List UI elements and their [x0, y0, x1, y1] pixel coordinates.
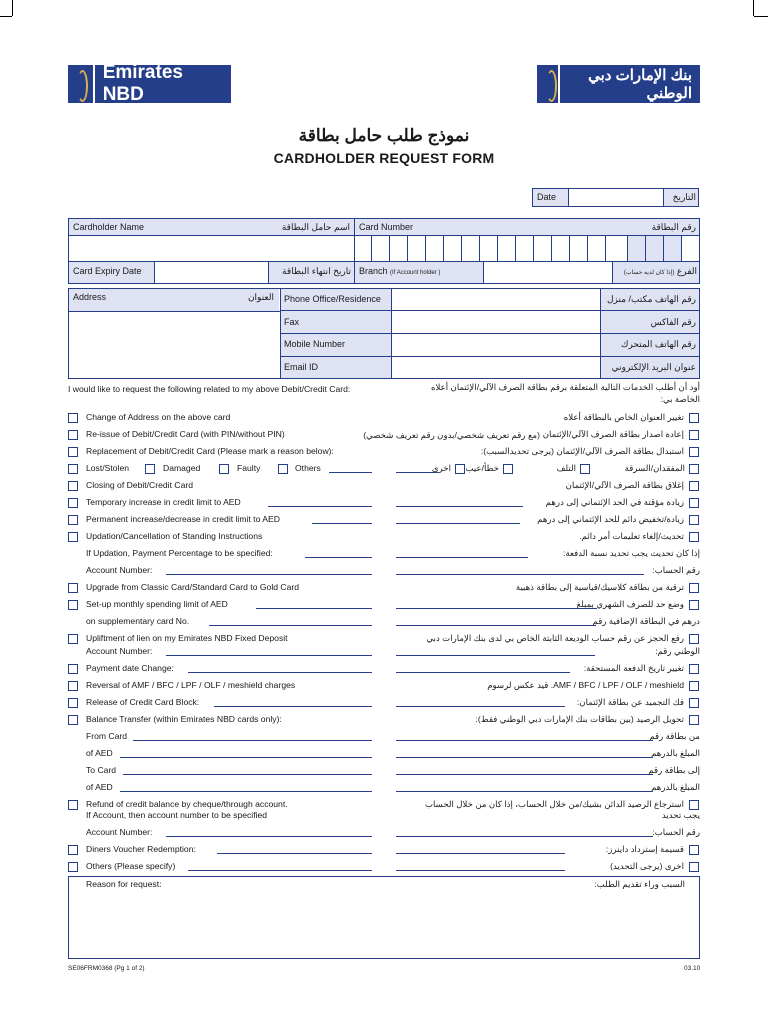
reason-others-line-ar[interactable]: [396, 472, 438, 473]
option-label-ar: من بطاقة رقم: [649, 731, 700, 741]
option-label-ar: استبدال بطاقة الصرف الآلي/الإئتمان (يرجى تحديدالسبب):: [480, 446, 684, 456]
option-entry-line-ar[interactable]: [396, 523, 520, 524]
option-checkbox[interactable]: [68, 532, 78, 542]
divider: [612, 261, 613, 284]
reason-checkbox-faulty[interactable]: [219, 464, 229, 474]
option-label-ar: فك التجميد عن بطاقة الإئتمان:: [576, 697, 684, 707]
option-label: Diners Voucher Redemption:: [86, 844, 196, 854]
option-checkbox-ar[interactable]: [689, 845, 699, 855]
option-checkbox-ar[interactable]: [689, 800, 699, 810]
email-label: Email ID: [284, 362, 319, 372]
option-label: From Card: [86, 731, 128, 741]
option-label: Re-issue of Debit/Credit Card (with PIN/without PIN): [86, 429, 285, 439]
reason-checkbox-ar-damaged[interactable]: [580, 464, 590, 474]
branch-label: [359, 266, 440, 276]
option-label: Release of Credit Card Block:: [86, 697, 200, 707]
intro-text: I would like to request the following related to my above Debit/Credit Card:: [68, 384, 351, 394]
option-label-ar: وضع حد للصرف الشهري بمبلغ: [576, 599, 684, 609]
reason-label-ar-faulty: خطأ/عيب: [465, 463, 499, 473]
reason-checkbox-others[interactable]: [278, 464, 288, 474]
logo-text: Emirates NBD: [102, 62, 183, 105]
option-label: If Account, then account number to be specified: [86, 810, 268, 820]
option-label-ar: AMF / BFC / LPF / OLF / meshield. قيد عكس لرسوم: [487, 680, 684, 690]
reason-label-ar: السبب وراء تقديم الطلب:: [594, 879, 685, 889]
card-number-label: Card Number: [359, 222, 414, 232]
reason-label-faulty: Faulty: [237, 463, 261, 473]
option-label: Others (Please specify): [86, 861, 176, 871]
option-label-ar: رقم الحساب:: [652, 827, 700, 837]
branch-input[interactable]: [484, 262, 611, 283]
option-label-ar: إذا كان تحديث يجب تحديد نسبة الدفعة:: [563, 548, 700, 558]
reason-label-ar-damaged: التلف: [556, 463, 576, 473]
logo-mark-icon: [68, 65, 95, 103]
card-digit-cell[interactable]: [552, 236, 570, 261]
option-label: Set-up monthly spending limit of AED: [86, 599, 228, 609]
option-checkbox-ar[interactable]: [689, 413, 699, 423]
reason-checkbox-damaged[interactable]: [145, 464, 155, 474]
branch-note-ar: (إذا كان لديه حساب): [623, 270, 675, 276]
option-label-ar: الوطني رقم:: [655, 646, 700, 656]
branch-note: (If Account holder ): [390, 270, 441, 276]
date-input[interactable]: [568, 189, 664, 206]
option-entry-line-ar[interactable]: [396, 655, 595, 656]
card-digit-cell[interactable]: [372, 236, 390, 261]
option-checkbox-ar[interactable]: [689, 715, 699, 725]
logo-mark-icon: [537, 65, 560, 103]
branch-text-ar: الفرع: [676, 266, 697, 276]
card-digit-cell[interactable]: [570, 236, 588, 261]
option-entry-line-ar[interactable]: [396, 836, 653, 837]
branch-label-ar: [614, 266, 697, 277]
option-entry-line-ar[interactable]: [396, 774, 653, 775]
reason-label-ar-others: اخرى: [431, 463, 451, 473]
email-input[interactable]: [392, 357, 599, 378]
option-label: Change of Address on the above card: [86, 412, 231, 422]
reason-label-lost: Lost/Stolen: [86, 463, 129, 473]
fax-input[interactable]: [392, 311, 599, 332]
card-digit-cell[interactable]: [534, 236, 552, 261]
card-digit-cell[interactable]: [646, 236, 664, 261]
option-label-ar: تحديث/إلغاء تعليمات أمر دائم.: [579, 531, 684, 541]
cardholder-name-label: Cardholder Name: [73, 222, 145, 232]
card-expiry-input[interactable]: [155, 262, 267, 283]
option-checkbox-ar[interactable]: [689, 532, 699, 542]
option-checkbox[interactable]: [68, 481, 78, 491]
option-checkbox[interactable]: [68, 862, 78, 872]
option-label: Updation/Cancellation of Standing Instructions: [86, 531, 263, 541]
date-label: Date: [537, 192, 557, 202]
phone-input[interactable]: [392, 289, 599, 309]
option-checkbox[interactable]: [68, 664, 78, 674]
option-checkbox-ar[interactable]: [689, 681, 699, 691]
cardholder-name-label-ar: اسم حامل البطاقة: [281, 222, 350, 232]
crop-mark: [754, 16, 768, 17]
option-checkbox-ar[interactable]: [689, 664, 699, 674]
option-label-ar: زيادة مؤقتة في الحد الإئتماني إلى درهم: [545, 497, 684, 507]
intro-text-ar-2: الخاصة بي:: [660, 394, 700, 404]
crop-mark: [753, 0, 754, 16]
option-label-ar: المبلغ بالدرهم: [651, 748, 700, 758]
reason-label: Reason for request:: [86, 879, 162, 889]
option-label-ar: تغيير تاريخ الدفعة المستحقة:: [583, 663, 684, 673]
option-entry-line-ar[interactable]: [396, 672, 570, 673]
option-label-ar: ترقية من بطاقة كلاسيك/قياسية إلى بطاقة ذهبية: [515, 582, 684, 592]
option-label-ar: استرجاع الرصيد الدائن بشيك/من خلال الحساب، إذا كان من خلال الحساب: [424, 799, 684, 809]
option-label: Payment date Change:: [86, 663, 174, 673]
reason-checkbox-ar-others[interactable]: [455, 464, 465, 474]
option-label: Account Number:: [86, 565, 153, 575]
divider: [68, 311, 280, 312]
option-label: Temporary increase in credit limit to AED: [86, 497, 241, 507]
card-digit-cell[interactable]: [426, 236, 444, 261]
option-entry-line-ar[interactable]: [396, 853, 565, 854]
date-label-ar: التاريخ: [672, 192, 696, 202]
option-checkbox[interactable]: [68, 600, 78, 610]
card-digit-cell[interactable]: [588, 236, 606, 261]
option-label: Upgrade from Classic Card/Standard Card to Gold Card: [86, 582, 300, 592]
option-checkbox-ar[interactable]: [689, 862, 699, 872]
option-entry-line-ar[interactable]: [396, 557, 528, 558]
card-number-label-ar: رقم البطاقة: [651, 222, 696, 232]
option-label-ar: رقم الحساب:: [652, 565, 700, 575]
phone-label-ar: رقم الهاتف مكتب/ منزل: [607, 294, 696, 304]
reason-label-others: Others: [295, 463, 321, 473]
option-checkbox-ar[interactable]: [689, 515, 699, 525]
option-checkbox-ar[interactable]: [689, 430, 699, 440]
option-checkbox[interactable]: [68, 800, 78, 810]
reason-checkbox-lost[interactable]: [68, 464, 78, 474]
option-checkbox-ar[interactable]: [689, 481, 699, 491]
card-expiry-label: Card Expiry Date: [73, 266, 142, 276]
reason-label-damaged: Damaged: [163, 463, 201, 473]
option-label-ar: إغلاق بطاقة الصرف الآلي/الإئتمان: [565, 480, 684, 490]
option-label: To Card: [86, 765, 117, 775]
option-label: Upliftment of lien on my Emirates NBD Fixed Deposit: [86, 633, 288, 643]
option-label: If Updation, Payment Percentage to be specified:: [86, 548, 273, 558]
card-digit-cell[interactable]: [462, 236, 480, 261]
option-checkbox[interactable]: [68, 845, 78, 855]
option-checkbox-ar[interactable]: [689, 583, 699, 593]
option-label-ar: إعادة اصدار بطاقة الصرف الآلي/الإئتمان: [542, 429, 684, 439]
form-code: SE06FRM0368 (Pg 1 of 2): [68, 965, 145, 972]
option-checkbox[interactable]: [68, 413, 78, 423]
option-label-ar: زيادة/تخفيض دائم للحد الإئتماني إلى درهم: [537, 514, 684, 524]
option-checkbox-ar[interactable]: [689, 634, 699, 644]
option-checkbox[interactable]: [68, 698, 78, 708]
option-label: of AED: [86, 748, 113, 758]
address-input[interactable]: [70, 313, 279, 378]
card-digit-cell[interactable]: [516, 236, 534, 261]
page-title: CARDHOLDER REQUEST FORM: [273, 150, 495, 166]
option-label-ar: المبلغ بالدرهم: [651, 782, 700, 792]
reason-checkbox-ar-lost[interactable]: [689, 464, 699, 474]
card-digit-cell[interactable]: [480, 236, 498, 261]
branch-text: Branch: [359, 266, 388, 276]
option-label-ar-note: (مع رقم تعريف شخصي/بدون رقم تعريف شخصي): [363, 430, 540, 440]
option-label: Account Number:: [86, 827, 153, 837]
intro-text-ar: أود أن أطلب الخدمات التالية المتعلقة برقم بطاقة الصرف الآلي/الإئتمان أعلاه: [431, 382, 700, 392]
logo-ar: [537, 65, 700, 103]
option-entry-line-ar[interactable]: [396, 625, 596, 626]
card-digit-cell[interactable]: [444, 236, 462, 261]
card-digit-cell[interactable]: [498, 236, 516, 261]
card-expiry-label-ar: تاريخ انتهاء البطاقة: [282, 266, 351, 276]
card-digit-cell[interactable]: [606, 236, 628, 261]
option-label: Account Number:: [86, 646, 153, 656]
address-label: Address: [73, 292, 107, 302]
card-digit-cell[interactable]: [628, 236, 646, 261]
option-label: Closing of Debit/Credit Card: [86, 480, 193, 490]
crop-mark: [12, 0, 13, 16]
card-digit-cell[interactable]: [390, 236, 408, 261]
crop-mark: [0, 16, 12, 17]
option-checkbox[interactable]: [68, 498, 78, 508]
reason-input[interactable]: [70, 892, 698, 957]
option-label: Refund of credit balance by cheque/through account.: [86, 799, 288, 809]
option-label-ar: قسيمة إسترداد داينرز:: [605, 844, 684, 854]
option-label-ar: إلى بطاقة رقم: [648, 765, 700, 775]
option-label-ar: تحويل الرصيد (بين بطاقات بنك الإمارات دبي الوطني فقط):: [475, 714, 684, 724]
option-entry-line-ar[interactable]: [396, 870, 565, 871]
mobile-input[interactable]: [392, 334, 599, 355]
reason-checkbox-ar-faulty[interactable]: [503, 464, 513, 474]
option-entry-line-ar[interactable]: [396, 706, 565, 707]
option-entry-line-ar[interactable]: [396, 574, 644, 575]
option-checkbox[interactable]: [68, 715, 78, 725]
logo-en: [68, 62, 231, 105]
option-label-ar: درهم في البطاقة الإضافية رقم: [592, 616, 700, 626]
address-label-ar: العنوان: [247, 292, 274, 302]
card-digit-cell[interactable]: [408, 236, 426, 261]
divider: [268, 261, 269, 284]
option-checkbox-ar[interactable]: [689, 498, 699, 508]
option-label: of AED: [86, 782, 113, 792]
option-label-ar: اخرى (يرجى التحديد): [610, 861, 684, 871]
logo-text-ar: بنك الإمارات دبي الوطني: [588, 67, 692, 102]
option-label: Replacement of Debit/Credit Card (Please mark a reason below):: [86, 446, 334, 456]
option-label: Balance Transfer (within Emirates NBD cards only):: [86, 714, 282, 724]
option-checkbox[interactable]: [68, 515, 78, 525]
option-label-ar: تغيير العنوان الخاص بالبطاقة أعلاه: [563, 412, 684, 422]
option-checkbox[interactable]: [68, 583, 78, 593]
page-title-ar: نموذج طلب حامل بطاقة: [298, 126, 470, 145]
option-checkbox-ar[interactable]: [689, 698, 699, 708]
option-entry-line-ar[interactable]: [396, 740, 653, 741]
phone-label: Phone Office/Residence: [284, 294, 381, 304]
cardholder-name-input[interactable]: [70, 237, 353, 260]
option-entry-line-ar[interactable]: [396, 791, 653, 792]
option-entry-line-ar[interactable]: [396, 757, 653, 758]
option-checkbox[interactable]: [68, 430, 78, 440]
reason-label-ar-lost: المفقدان/السرقة: [624, 463, 685, 473]
option-checkbox[interactable]: [68, 681, 78, 691]
mobile-label: Mobile Number: [284, 339, 346, 349]
fax-label: Fax: [284, 317, 300, 327]
option-label-ar: يجب تحديد: [661, 810, 700, 820]
option-checkbox[interactable]: [68, 634, 78, 644]
option-checkbox-ar[interactable]: [689, 600, 699, 610]
email-label-ar: عنوان البريد الإلكتروني: [611, 362, 696, 372]
option-entry-line-ar[interactable]: [396, 506, 523, 507]
option-checkbox-ar[interactable]: [689, 447, 699, 457]
option-label: Reversal of AMF / BFC / LPF / OLF / meshield charges: [86, 680, 296, 690]
mobile-label-ar: رقم الهاتف المتحرك: [621, 339, 696, 349]
option-label-ar: رفع الحجز عن رقم حساب الوديعة الثابتة الخاص بي لدى بنك الإمارات دبي: [426, 633, 684, 643]
option-entry-line-ar[interactable]: [396, 608, 597, 609]
option-checkbox[interactable]: [68, 447, 78, 457]
option-label: on supplementary card No.: [86, 616, 190, 626]
card-digit-cell[interactable]: [355, 236, 372, 261]
form-version: 03.10: [684, 965, 701, 972]
option-label: Permanent increase/decrease in credit limit to AED: [86, 514, 280, 524]
card-digit-cell[interactable]: [664, 236, 682, 261]
reason-others-line[interactable]: [329, 472, 372, 473]
fax-label-ar: رقم الفاكس: [650, 317, 696, 327]
